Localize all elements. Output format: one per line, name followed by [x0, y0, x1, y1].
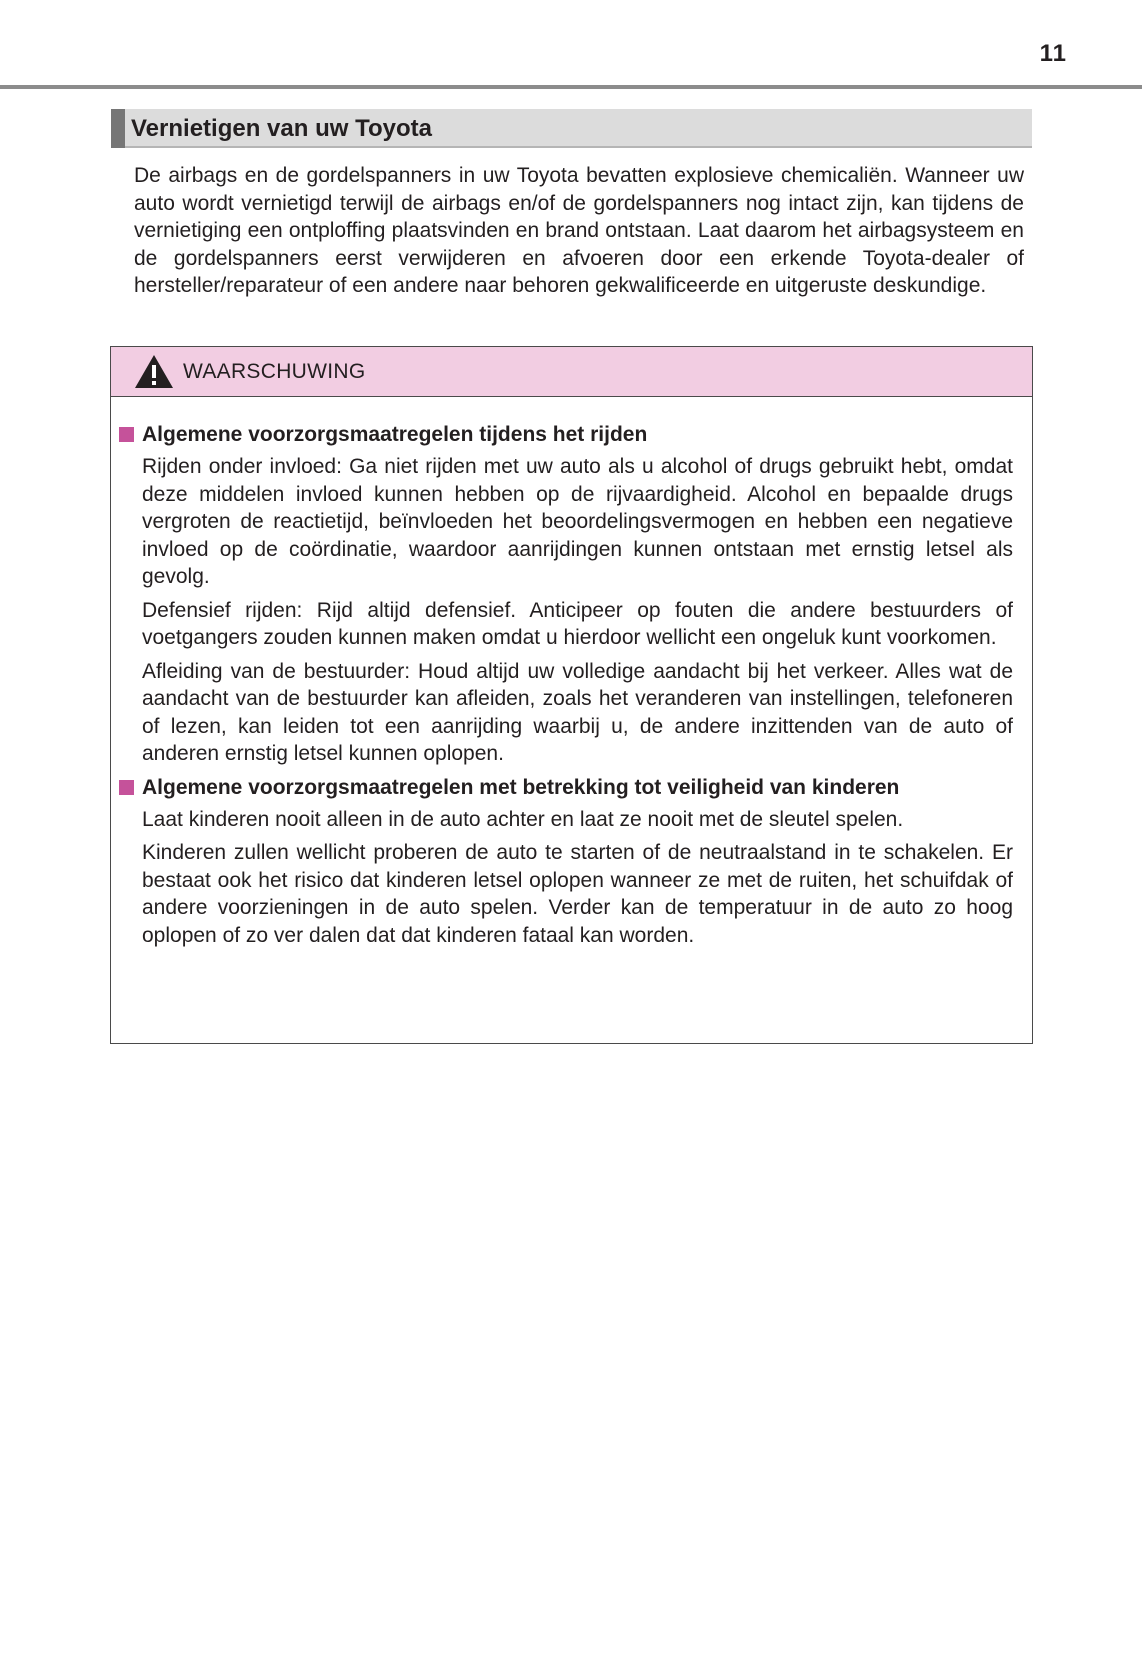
bullet-square-icon	[119, 780, 134, 795]
section-header-marker	[111, 109, 125, 148]
paragraph-driving-under-influence: Rijden onder invloed: Ga niet rijden met uw auto als u alcohol of drugs gebruikt hebt, omdat deze middelen invloed kunnen hebben op de rijvaardigheid. Alcohol en bepaalde drugs vergroten de reactietijd, beïnvloeden het beoordelingsvermogen en hebben een negatieve invloed op de coördinatie, waardoor aanrijdingen kunnen ontstaan met ernstig letsel als gevolg.	[142, 455, 1013, 588]
warning-subhead-driving	[119, 421, 1013, 448]
intro-paragraph: De airbags en de gordelspanners in uw Toyota bevatten explosieve chemicaliën. Wanneer uw auto wordt vernietigd terwijl de airbags en/of de gordelspanners nog intact zijn, kan tijdens de vernietiging een ontploffing plaatsvinden en brand ontstaan. Laat daarom het airbagsysteem en de gordelspanners eerst verwijderen en afvoeren door een erkende Toyota-dealer of hersteller/reparateur of een andere naar behoren gekwalificeerde en uitgeruste deskundige.	[134, 164, 1024, 297]
warning-box	[110, 346, 1033, 1044]
paragraph-defensive-driving: Defensief rijden: Rijd altijd defensief. Anticipeer op fouten die andere bestuurders of voetgangers zouden kunnen maken omdat u hierdoor wellicht een ongeluk kunt voorkomen.	[142, 598, 1013, 649]
warning-label: WAARSCHUWING	[183, 360, 366, 383]
subhead-text: Algemene voorzorgsmaatregelen tijdens het rijden	[142, 423, 648, 446]
section-title: Vernietigen van uw Toyota	[131, 115, 432, 142]
subhead-text: Algemene voorzorgsmaatregelen met betrekking tot veiligheid van kinderen	[142, 775, 900, 799]
section-header	[111, 109, 1032, 148]
paragraph-children-risks: Kinderen zullen wellicht proberen de auto te starten of de neutraalstand in te schakelen. Er bestaat ook het risico dat kinderen letsel oplopen wanneer ze met de ruiten, het schuifdak of andere voorzieningen in de auto spelen. Verder kan de temperatuur in de auto zo hoog oplopen of zo ver dalen dat dat kinderen fataal kan worden.	[142, 841, 1013, 947]
warning-triangle-icon	[134, 354, 174, 389]
paragraph-driver-distraction: Afleiding van de bestuurder: Houd altijd uw volledige aandacht bij het verkeer. Alles wat de aandacht van de bestuurder kan afleiden, zoals het veranderen van instellingen, telefoneren of lezen, kan leiden tot een aanrijding waarbij u, de andere inzittenden van de auto of anderen ernstig letsel kunnen oplopen.	[142, 659, 1013, 765]
header-rule	[0, 85, 1142, 89]
warning-body	[111, 397, 1032, 949]
paragraph-children-alone: Laat kinderen nooit alleen in de auto achter en laat ze nooit met de sleutel spelen.	[142, 807, 904, 831]
warning-header	[111, 347, 1032, 397]
warning-subhead-child-safety	[119, 774, 1013, 801]
bullet-square-icon	[119, 427, 134, 442]
page-number: 11	[1039, 40, 1067, 67]
